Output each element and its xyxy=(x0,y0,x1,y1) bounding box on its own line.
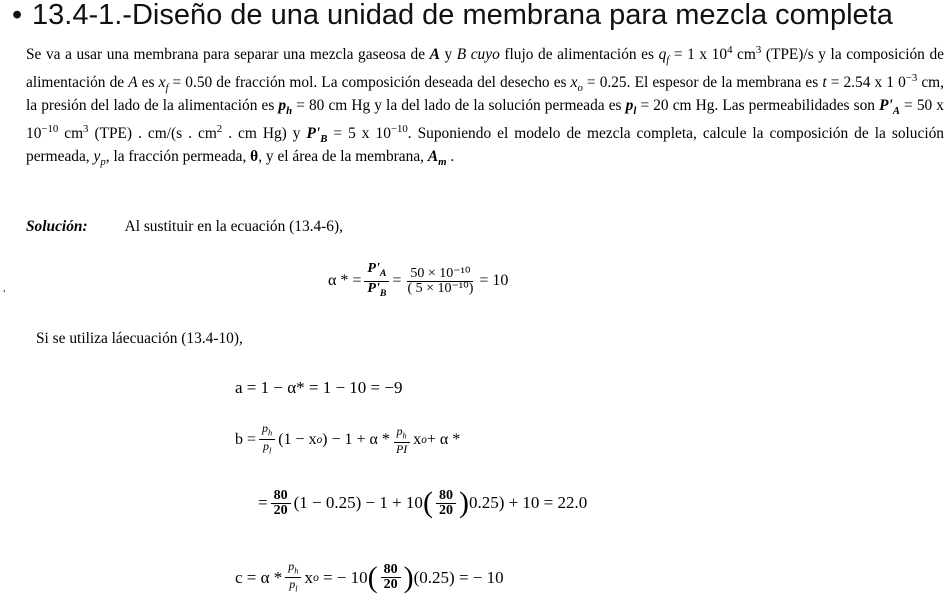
eq-b2-lhs: = xyxy=(258,493,268,512)
eq-b-part2: ) − 1 + α * xyxy=(322,430,390,448)
alpha-den-1: $P'_B$ xyxy=(367,280,387,299)
eq-c-eq2: = − 10 xyxy=(322,567,368,587)
margin-mark: , xyxy=(3,283,6,294)
eq-b2-end: 0.25) + 10 = 22.0 xyxy=(468,493,588,512)
alpha-den-2: ( 5 × 10⁻¹⁰) xyxy=(407,280,474,296)
alpha-num-1: $P'_A$ xyxy=(364,262,389,282)
slide-title-text: 13.4-1.-Diseño de una unidad de membrana para mezcla completa xyxy=(32,0,893,31)
eq-a-text: a = 1 − α* = 1 − 10 = −9 xyxy=(235,378,403,397)
eq-c-frac-2: $\frac{80}{20}$ xyxy=(381,563,401,592)
eq-b2-frac-2: $\frac{80}{20}$ xyxy=(436,489,456,518)
problem-text: Se va a usar una membrana para separar una mezcla gaseosa de A y B cuyo flujo de alimentación es $q_f = 1$ x $10^4$ $cm^3$ (TPE)/s y la composición de alimentación de A es $x_f = 0.50$ de fracción mol. La composición deseada del desecho es $x_o = 0.25$. El espesor de la membrana es t = 2.54 x 1 $0^{-3}$ cm, la presión del lado de la alimentación es $p_h = 80$ cm Hg y la del lado de la solución permeada es $p_l = 20$ cm Hg. Las permeabilidades son $P'_A = 50$ x $10^{-10}$ $cm^3$ (TPE) . cm/(s . $cm^2$ . cm Hg) y $P'_B = 5$ x $10^{-10}$. Suponiendo el modelo de mezcla completa, calcule la composición de la solución permeada, $y_p$, la fracción permeada, θ, y el área de la membrana, $A_m$ . xyxy=(26,44,945,169)
equation-a xyxy=(235,378,402,398)
eq-c-end: (0.25) = − 10 xyxy=(413,567,504,587)
eq-b-frac-1: $\frac{p_h}{p_l}$ xyxy=(259,422,275,458)
eq-c-lhs: c = α * xyxy=(235,567,283,587)
alpha-fraction-2 xyxy=(404,267,476,296)
equation-b-numeric: = $\frac{80}{20}$ (1 − 0.25) − 1 + 10 ( $\frac{80}{20}$ ) 0.25) + 10 = 22.0 xyxy=(258,486,588,519)
slide-title xyxy=(12,0,942,32)
equation-alpha: α * = $\frac{P'_A}{P'_B}$ = $\frac{\text{50 × 10⁻¹⁰}}{\text{( 5 × 10⁻¹⁰)}}$ = 10 xyxy=(328,261,509,299)
solution-intro xyxy=(26,218,926,236)
eq-c-mid: x xyxy=(304,567,313,587)
equation-c: c = α * $\frac{p_h}{p_l}$ x o = − 10 ( $\frac{80}{20}$ ) (0.25) = − 10 xyxy=(235,559,504,594)
solution-intro-text: Al sustituir en la ecuación (13.4-6), xyxy=(124,218,343,235)
alpha-result: = 10 xyxy=(479,272,509,290)
alpha-fraction-1 xyxy=(364,262,389,301)
equation-b: b = $\frac{p_h}{p_l}$ (1 − x o ) − 1 + α * $\frac{p_h}{PI}$ x o + α * xyxy=(235,421,461,457)
eq-b-frac-2: $\frac{p_h}{PI}$ xyxy=(393,425,410,455)
solution-label: Solución: xyxy=(26,218,88,235)
eq-b-part1: (1 − x xyxy=(278,430,317,448)
bullet-icon: • xyxy=(12,0,23,31)
alpha-lhs: α * = xyxy=(328,272,362,290)
eq-b-lhs: b = xyxy=(235,430,257,448)
eq-b2-mid: (1 − 0.25) − 1 + 10 xyxy=(293,493,423,512)
use-equation-line: Si se utiliza láecuación (13.4-10), xyxy=(36,330,243,347)
eq-b2-frac-1: $\frac{80}{20}$ xyxy=(271,489,291,518)
alpha-num-2: 50 × 10⁻¹⁰ xyxy=(407,267,473,282)
eq-b-part3: x xyxy=(413,430,422,448)
eq-c-frac-1: $\frac{p_h}{p_l}$ xyxy=(285,560,301,596)
eq-b-part4: + α * xyxy=(426,430,461,448)
problem-statement xyxy=(26,42,944,172)
